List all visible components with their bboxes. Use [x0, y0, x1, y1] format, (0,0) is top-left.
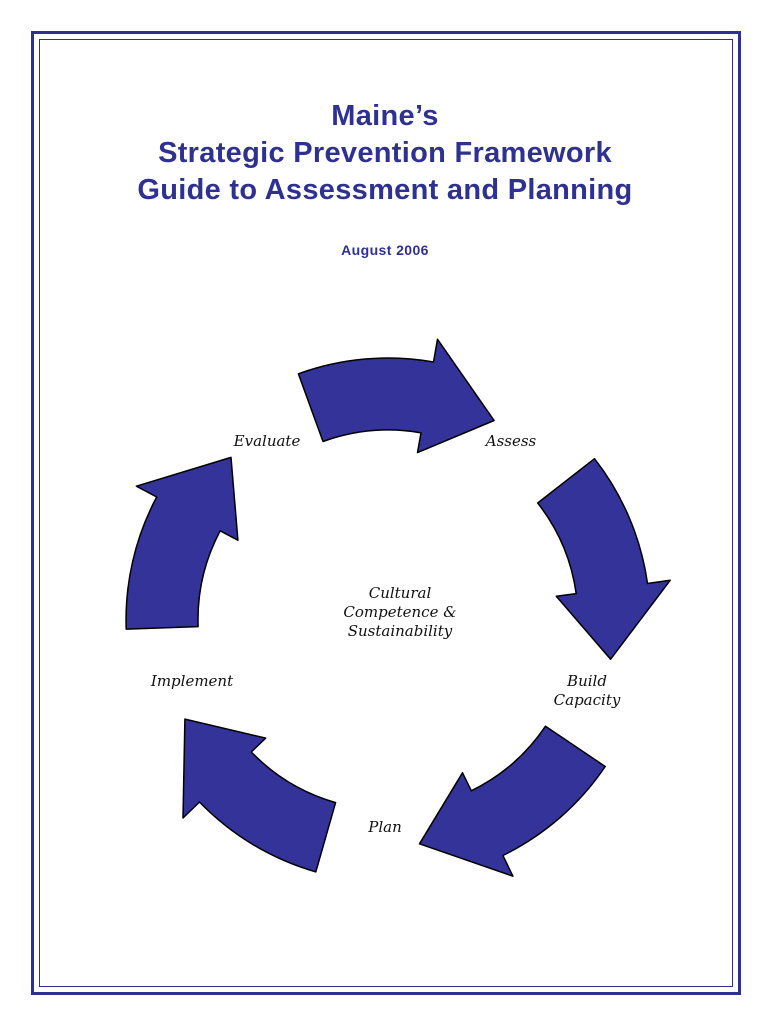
title-line-2: Strategic Prevention Framework — [158, 137, 612, 169]
title-line-1: Maine’s — [331, 100, 439, 132]
center-label-line2: Competence & — [343, 603, 457, 621]
step-label-assess: Assess — [485, 432, 537, 450]
step-label-build-capacity — [532, 672, 642, 710]
center-label-line1: Cultural — [368, 584, 432, 602]
document-date: August 2006 — [341, 242, 429, 258]
title-line-3: Guide to Assessment and Planning — [137, 174, 633, 206]
build-capacity-line2: Capacity — [553, 691, 621, 709]
arrow-evaluate-to-assess — [298, 339, 494, 452]
arrow-plan-to-implement — [183, 719, 336, 872]
step-label-evaluate: Evaluate — [233, 432, 301, 450]
center-label — [315, 584, 485, 641]
step-label-plan: Plan — [368, 818, 402, 836]
arrow-build-capacity-to-plan — [420, 726, 606, 876]
arrow-implement-to-evaluate — [126, 457, 238, 629]
step-label-implement: Implement — [150, 672, 234, 690]
center-label-line3: Sustainability — [347, 622, 453, 640]
arrow-assess-to-build-capacity — [538, 459, 671, 660]
build-capacity-line1: Build — [567, 672, 607, 690]
